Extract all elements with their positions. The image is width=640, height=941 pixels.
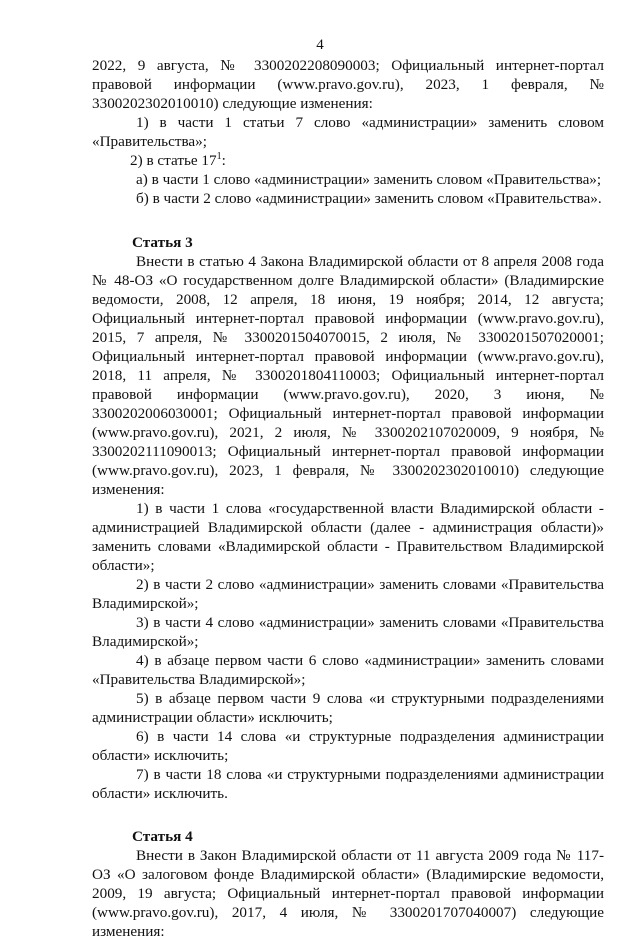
document-body (92, 56, 604, 941)
list-item: а) в части 1 слово «администрации» заменить словом «Правительства»; (136, 171, 602, 188)
list-item-text: 2) в статье 17 (130, 152, 217, 169)
paragraph: 2022, 9 августа, № 3300202208090003; Официальный интернет-портал правовой информации (www.pravo.gov.ru), 2023, 1 февраля, № 3300202302010010) следующие изменения: (92, 57, 604, 112)
list-item: 1) в части 1 слова «государственной власти Владимирской области - администрацией Владимирской области (далее - администрация области)» заменить словами «Владимирской области - Правительством Владимирской области»; (92, 500, 604, 574)
superscript: 1 (216, 150, 222, 162)
list-item: 3) в части 4 слово «администрации» заменить словами «Правительства Владимирской»; (92, 614, 604, 650)
list-item: 2) в части 2 слово «администрации» заменить словами «Правительства Владимирской»; (92, 576, 604, 612)
list-item: 5) в абзаце первом части 9 слова «и структурными подразделениями администрации области» исключить; (92, 690, 604, 726)
paragraph: Внести в Закон Владимирской области от 11 августа 2009 года № 117-ОЗ «О залоговом фонде Владимирской области» (Владимирские ведомости, 2009, 19 августа; Официальный интернет-портал правовой информации (www.pravo.gov.ru), 2017, 4 июля, № 3300201707040007) следующие изменения: (92, 847, 604, 940)
list-item: 7) в части 18 слова «и структурными подразделениями администрации области» исключить. (92, 766, 604, 802)
page-number: 4 (316, 37, 324, 53)
paragraph: Внести в статью 4 Закона Владимирской области от 8 апреля 2008 года № 48-ОЗ «О государственном долге Владимирской области» (Владимирские ведомости, 2008, 12 апреля, 18 июня, 19 ноября; 2014, 12 августа; Официальный интернет-портал правовой информации (www.pravo.gov.ru), 2015, 7 апреля, № 3300201504070015, 2 июля, № 3300201507020001; Официальный интернет-портал правовой информации (www.pravo.gov.ru), 2018, 11 апреля, № 3300201804110003; Официальный интернет-портал правовой информации (www.pravo.gov.ru), 2020, 3 июня, № 3300202006030001; Официальный интернет-портал правовой информации (www.pravo.gov.ru), 2021, 2 июля, № 3300202107020009, 9 ноября, № 3300202111090013; Официальный интернет-портал правовой информации (www.pravo.gov.ru), 2023, 1 февраля, № 3300202302010010) следующие изменения: (92, 253, 604, 498)
list-item-suffix: : (221, 152, 226, 169)
list-item: 4) в абзаце первом части 6 слово «администрации» заменить словами «Правительства Владимирской»; (92, 652, 604, 688)
list-item (92, 151, 604, 170)
list-item: 1) в части 1 статьи 7 слово «администрации» заменить словом «Правительства»; (92, 114, 604, 150)
article-heading: Статья 4 (132, 828, 193, 845)
article-heading: Статья 3 (132, 234, 193, 251)
list-item: 6) в части 14 слова «и структурные подразделения администрации области» исключить; (92, 728, 604, 764)
list-item: б) в части 2 слово «администрации» заменить словом «Правительства». (136, 190, 602, 207)
